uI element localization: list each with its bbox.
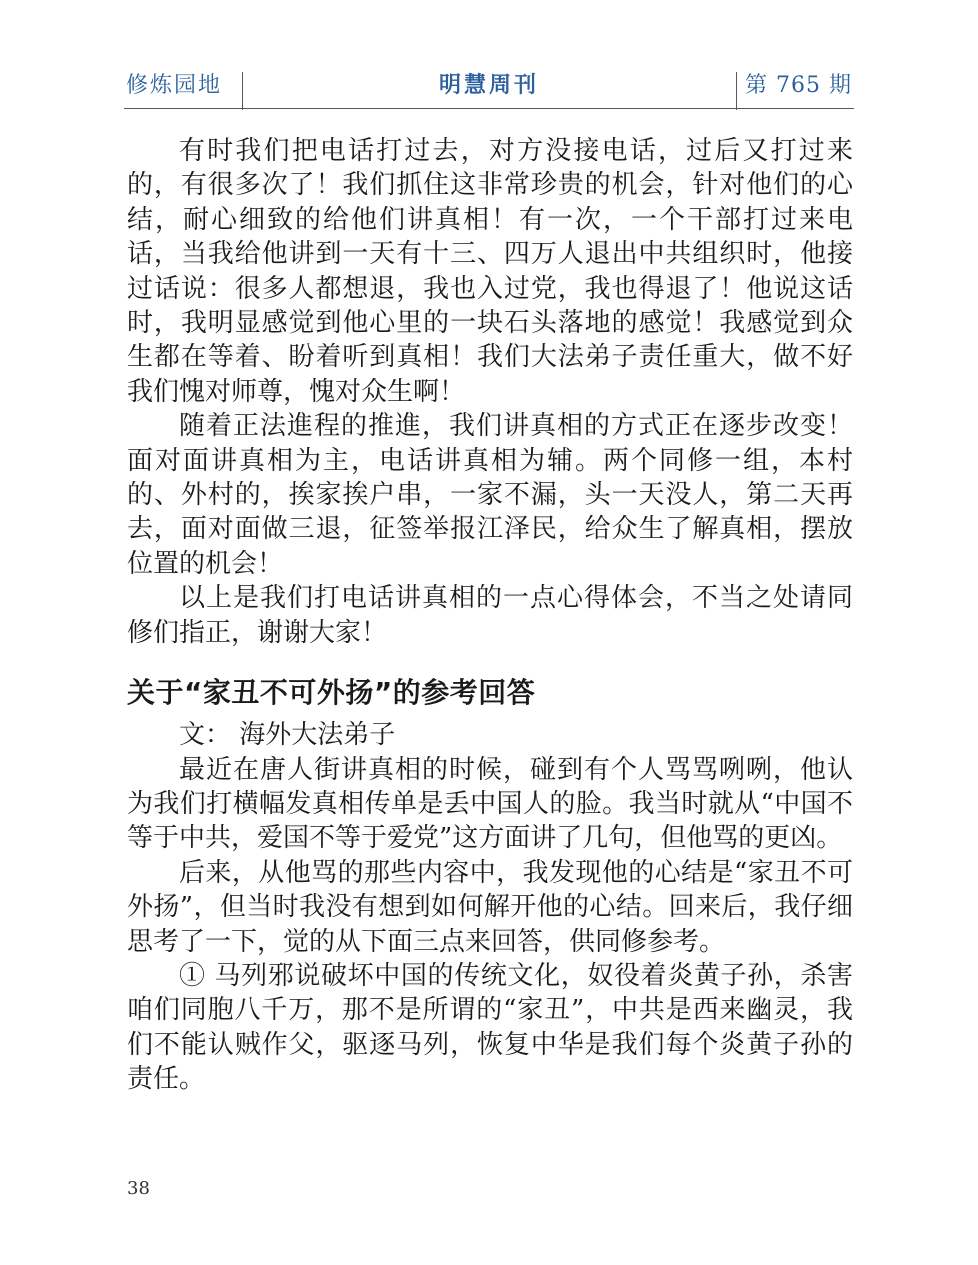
header-divider-right	[736, 72, 737, 110]
publication-title: 明慧周刊	[438, 73, 539, 98]
page-header	[124, 66, 854, 109]
page-content	[127, 134, 853, 1097]
issue-number: 第 765 期	[745, 73, 852, 98]
body-paragraph: 随着正法進程的推進，我们讲真相的方式正在逐步改变！面对面讲真相为主，电话讲真相为辅。两个同修一组，本村的、外村的，挨家挨户串，一家不漏，头一天没人，第二天再去，面对面做三退，征签举报江泽民，给众生了解真相，摆放位置的机会！	[127, 411, 853, 579]
body-paragraph: 以上是我们打电话讲真相的一点心得体会，不当之处请同修们指正，谢谢大家！	[127, 583, 853, 648]
article-byline: 文： 海外大法弟子	[179, 720, 396, 751]
article-paragraph: 后来，从他骂的那些内容中，我发现他的心结是“家丑不可外扬”，但当时我没有想到如何解开他的心结。回来后，我仔细思考了一下，觉的从下面三点来回答，供同修参考。	[127, 857, 853, 957]
page-number: 38	[127, 1178, 150, 1199]
article-title: 关于“家丑不可外扬”的参考回答	[127, 676, 536, 710]
body-paragraph: 有时我们把电话打过去，对方没接电话，过后又打过来的，有很多次了！我们抓住这非常珍贵的机会，针对他们的心结，耐心细致的给他们讲真相！有一次，一个干部打过来电话，当我给他讲到一天有十三、四万人退出中共组织时，他接过话说：很多人都想退，我也入过党，我也得退了！他说这话时，我明显感觉到他心里的一块石头落地的感觉！我感觉到众生都在等着、盼着听到真相！我们大法弟子责任重大，做不好我们愧对师尊，愧对众生啊！	[127, 136, 853, 407]
article-paragraph: ① 马列邪说破坏中国的传统文化，奴役着炎黄子孙，杀害咱们同胞八千万，那不是所谓的“家丑”，中共是西来幽灵，我们不能认贼作父，驱逐马列，恢复中华是我们每个炎黄子孙的责任。	[127, 960, 853, 1095]
article-paragraph: 最近在唐人街讲真相的时候，碰到有个人骂骂咧咧，他认为我们打横幅发真相传单是丢中国人的脸。我当时就从“中国不等于中共，爱国不等于爱党”这方面讲了几句，但他骂的更凶。	[127, 754, 853, 854]
section-name: 修炼园地	[126, 73, 223, 98]
